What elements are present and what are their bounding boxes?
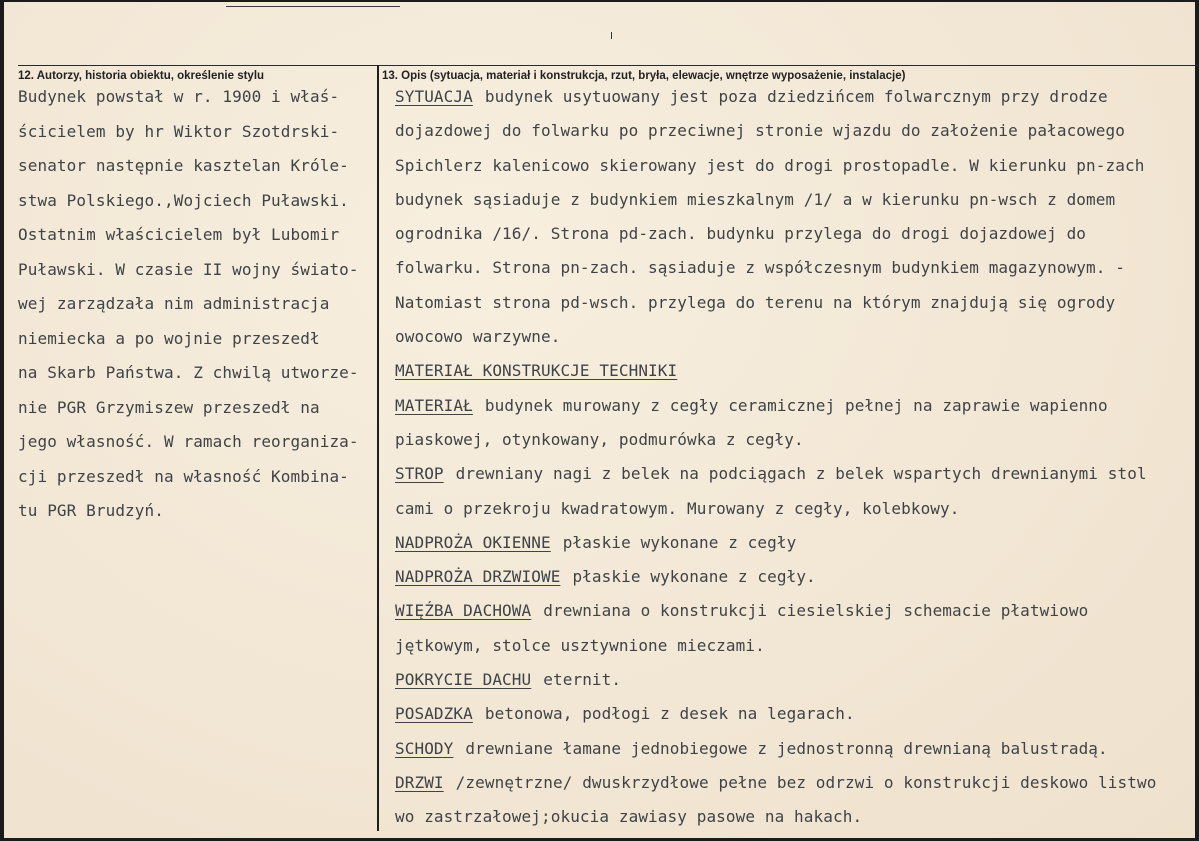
section-label: NADPROŻA DRZWIOWE bbox=[395, 567, 561, 587]
description-text: owocowo warzywne. bbox=[395, 327, 561, 347]
description-text: drewniane łamane jednobiegowe z jednostronną drewnianą balustradą. bbox=[465, 738, 1108, 758]
description-line bbox=[395, 697, 1185, 731]
description-line bbox=[395, 320, 1185, 354]
description-text: płaskie wykonane z cegły bbox=[562, 532, 797, 552]
section-label: SCHODY bbox=[395, 738, 454, 758]
history-line: Ostatnim właścicielem był Lubomir bbox=[18, 225, 340, 244]
description-text: cami o przekroju kwadratowym. Murowany z cegły, kolebkowy. bbox=[395, 498, 960, 518]
description-text: Spichlerz kalenicowo skierowany jest do drogi prostopadle. W kierunku pn-zach bbox=[395, 155, 1145, 175]
section-label: STROP bbox=[395, 464, 444, 484]
section-label: SYTUACJA bbox=[395, 87, 473, 106]
description-line bbox=[395, 80, 1185, 114]
description-line bbox=[395, 149, 1185, 183]
history-line: stwa Polskiego.,Wojciech Puławski. bbox=[18, 190, 349, 210]
description-line bbox=[395, 354, 1185, 388]
description-text-column bbox=[395, 80, 1185, 835]
section-label: POSADZKA bbox=[395, 704, 473, 724]
description-line bbox=[395, 183, 1185, 217]
center-tick-mark bbox=[611, 32, 612, 39]
description-text: budynek sąsiaduje z budynkiem mieszkalnym /1/ a w kierunku pn-wsch z domem bbox=[395, 189, 1116, 209]
description-text: folwarku. Strona pn-zach. sąsiaduje z współczesnym budynkiem magazynowym. - bbox=[395, 258, 1125, 278]
description-line bbox=[395, 423, 1185, 457]
description-line bbox=[395, 732, 1185, 766]
history-line: niemiecka a po wojnie przeszedł bbox=[18, 328, 320, 348]
history-line: ścicielem by hr Wiktor Szotdrski- bbox=[18, 121, 340, 141]
description-line bbox=[395, 594, 1185, 628]
description-line bbox=[395, 286, 1185, 320]
description-text: dojazdowej do folwarku po przeciwnej stronie wjazdu do założenie pałacowego bbox=[395, 121, 1125, 141]
description-text: Natomiast strona pd-wsch. przylega do terenu na którym znajdują się ogrody bbox=[395, 292, 1116, 312]
history-line: senator następnie kasztelan Króle- bbox=[18, 156, 349, 175]
description-line bbox=[395, 492, 1185, 526]
description-line bbox=[395, 663, 1185, 697]
description-text: budynek usytuowany jest poza dziedzińcem folwarcznym przy drodze bbox=[484, 87, 1108, 106]
description-line bbox=[395, 800, 1185, 834]
history-line: tu PGR Brudzyń. bbox=[18, 501, 164, 520]
right-section-heading: 13. Opis (sytuacja, materiał i konstrukcja, rzut, bryła, elewacje, wnętrze wyposażenie, instalacje) bbox=[382, 70, 906, 82]
history-line: Puławski. W czasie II wojny świato- bbox=[18, 259, 359, 279]
section-label: MATERIAŁ KONSTRUKCJE TECHNIKI bbox=[395, 361, 678, 381]
description-line bbox=[395, 560, 1185, 594]
description-line bbox=[395, 457, 1185, 491]
description-text: ogrodnika /16/. Strona pd-zach. budynku przylega do drogi dojazdowej do bbox=[395, 224, 1087, 244]
history-line: cji przeszedł na własność Kombina- bbox=[18, 466, 349, 486]
description-line bbox=[395, 629, 1185, 663]
description-text: jętkowym, stolce usztywnione mieczami. bbox=[395, 635, 765, 655]
column-divider bbox=[377, 65, 379, 831]
description-text: wo zastrzałowej;okucia zawiasy pasowe na hakach. bbox=[395, 807, 863, 827]
header-divider bbox=[18, 65, 1199, 66]
description-line bbox=[395, 114, 1185, 148]
history-text-column bbox=[18, 80, 368, 529]
section-label: MATERIAŁ bbox=[395, 395, 473, 415]
history-line: wej zarządzała nim administracja bbox=[18, 294, 330, 313]
description-text: drewniany nagi z belek na podciągach z belek wspartych drewnianymi stol bbox=[455, 464, 1147, 484]
history-line: na Skarb Państwa. Z chwilą utworze- bbox=[18, 363, 359, 382]
section-label: NADPROŻA OKIENNE bbox=[395, 532, 551, 552]
description-text: płaskie wykonane z cegły. bbox=[572, 567, 816, 587]
section-label: DRZWI bbox=[395, 772, 444, 792]
history-line: jego własność. W ramach reorganiza- bbox=[18, 432, 359, 451]
description-line bbox=[395, 217, 1185, 251]
description-text: /zewnętrzne/ dwuskrzydłowe pełne bez odrzwi o konstrukcji deskowo listwo bbox=[455, 772, 1157, 792]
description-text: betonowa, podłogi z desek na legarach. bbox=[484, 704, 855, 724]
description-text: drewniana o konstrukcji ciesielskiej schemacie płatwiowo bbox=[543, 601, 1089, 621]
description-text: budynek murowany z cegły ceramicznej pełnej na zaprawie wapienno bbox=[484, 395, 1108, 415]
description-line bbox=[395, 766, 1185, 800]
description-line bbox=[395, 251, 1185, 285]
description-text: piaskowej, otynkowany, podmurówka z cegły. bbox=[395, 429, 804, 449]
section-label: POKRYCIE DACHU bbox=[395, 670, 532, 690]
history-line: nie PGR Grzymiszew przeszedł na bbox=[18, 397, 320, 417]
description-line bbox=[395, 526, 1185, 560]
description-line bbox=[395, 389, 1185, 423]
left-section-heading: 12. Autorzy, historia obiektu, określenie stylu bbox=[18, 70, 265, 82]
section-label: WIĘŹBA DACHOWA bbox=[395, 601, 532, 621]
history-line: Budynek powstał w r. 1900 i właś- bbox=[18, 87, 340, 106]
top-edge-line bbox=[226, 6, 400, 7]
description-text: eternit. bbox=[543, 670, 622, 690]
